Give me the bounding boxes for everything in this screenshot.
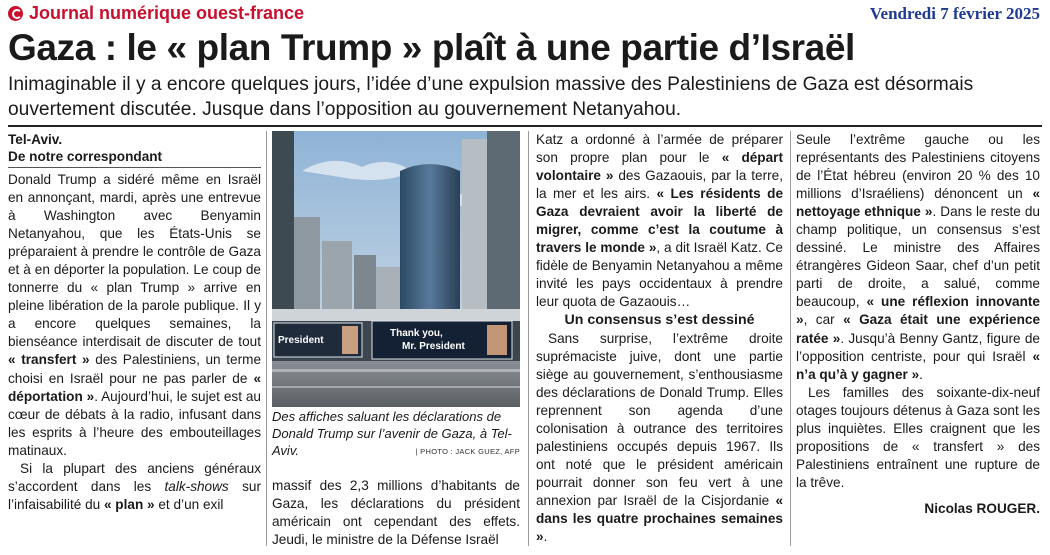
quote-bold: « départ volontaire » xyxy=(536,150,783,184)
column-3 xyxy=(536,131,783,546)
text-run: Si la plupart des anciens généraux s’accordent dans les xyxy=(8,460,261,494)
headline: Gaza : le « plan Trump » plaît à une partie d’Israël xyxy=(8,27,855,68)
photo-credit: | PHOTO : JACK GUEZ, AFP xyxy=(415,447,520,456)
text-run: sur l’infaisabilité du xyxy=(8,478,261,512)
paragraph xyxy=(536,131,783,311)
brand-name: Journal numérique ouest-france xyxy=(29,3,305,23)
quote-bold: « Les résidents de Gaza devraient avoir la liberté de migrer, comme c’est la coutume à travers le monde » xyxy=(536,186,783,256)
column-2-text xyxy=(272,477,520,549)
issue-date: Vendredi 7 février 2025 xyxy=(869,4,1040,23)
paragraph xyxy=(536,330,783,547)
text-italic: talk-shows xyxy=(164,478,229,494)
quote-bold: « n’a qu’à y gagner » xyxy=(796,348,1040,382)
tel-aviv-skyline-image xyxy=(272,131,520,407)
author-signature: Nicolas ROUGER. xyxy=(924,500,1040,516)
billboard-left-text: President xyxy=(278,335,324,346)
quote-bold: « une réflexion innovante » xyxy=(796,294,1040,328)
quote-bold: « transfert » xyxy=(8,352,90,368)
dateline-role: De notre correspondant xyxy=(8,149,163,164)
masthead xyxy=(0,0,1050,26)
text-run: Sans surprise, l’extrême droite suprémaciste juive, dont une partie siège au gouvernement, s’enthousiasme des déclarations de Donald Trump. Elles reprennent son agenda d’une colonisation à outrance des territoires palestiniens occupés depuis 1967. Ils ont noté que le président américain pourrait donner son feu vert à une annexion par Israël de la Cisjordanie xyxy=(536,330,783,508)
caption-text: Des affiches saluant les déclarations de Donald Trump sur l’avenir de Gaza, à Tel-Aviv. xyxy=(272,409,512,458)
column-separator xyxy=(266,131,267,546)
paragraph xyxy=(8,171,261,460)
text-run: des Palestiniens, un terme choisi en Israël pour ne pas parler de xyxy=(8,352,261,386)
text-run: Donald Trump a sidéré même en Israël en annonçant, mardi, après une entrevue à Washington avec Benyamin Netanyahou, que les États-Unis se préparaient à prendre le contrôle de Gaza et à en déporter la population. Le coup de tonnerre du « plan Trump » arrive en pleine libération de la parole publique. Il y a encore quelques semaines, la bienséance interdisait de discuter de tout xyxy=(8,172,261,350)
column-4 xyxy=(796,131,1040,518)
column-separator xyxy=(790,131,791,546)
text-run: . Jusqu’à Benny Gantz, figure de l’opposition centriste, pour qui Israël xyxy=(796,330,1040,364)
text-run: , a dit Israël Katz. Ce fidèle de Benyamin Netanyahou a même invité les pays occidentaux à prendre leur quota de Gazaouis… xyxy=(536,240,783,310)
dateline-rule xyxy=(8,167,261,168)
text-run: Seule l’extrême gauche ou les représentants des Palestiniens citoyens de l’État hébreu (environ 20 % des 10 millions d’Israéliens) dénoncent un xyxy=(796,132,1040,202)
text-run: massif des 2,3 millions d’habitants de Gaza, les déclarations du président américain ont cependant des effets. Jeudi, le ministre de la Défense Israël xyxy=(272,478,520,548)
quote-bold: « nettoyage ethnique » xyxy=(796,186,1040,220)
quote-bold: « Gaza était une expérience ratée » xyxy=(796,312,1041,346)
photo-caption xyxy=(272,408,520,460)
text-run: , car xyxy=(803,312,844,328)
column-separator xyxy=(528,131,529,546)
paragraph xyxy=(796,131,1040,384)
text-run: . Dans le reste du champ politique, un consensus s’est dessiné. Le ministre des Affaires étrangères Gideon Saar, chef d’un petit parti de droite, a salué, comme beaucoup, xyxy=(796,204,1040,310)
article-photo[interactable] xyxy=(272,131,520,407)
quote-bold: « déportation » xyxy=(8,370,261,404)
brand[interactable] xyxy=(8,3,304,24)
quote-bold: « plan » xyxy=(103,496,155,512)
text-run: . xyxy=(919,366,923,382)
billboard-right-text-1: Thank you, xyxy=(390,328,443,339)
billboard-right-text-2: Mr. President xyxy=(402,341,465,352)
text-run: . xyxy=(543,529,548,545)
standfirst: Inimaginable il y a encore quelques jours, l’idée d’une expulsion massive des Palestiniens de Gaza est désormais ouvertement discutée. Jusque dans l’opposition au gouvernement Netanyahou. xyxy=(8,74,974,120)
subheading: Un consensus s’est dessiné xyxy=(564,312,755,329)
column-1 xyxy=(8,131,261,514)
header-rule xyxy=(8,125,1042,127)
ouest-france-logo-icon xyxy=(8,6,23,21)
dateline-city: Tel-Aviv. xyxy=(8,132,63,147)
quote-bold: « dans les quatre prochaines semaines » xyxy=(536,492,783,545)
text-run: et d’un exil xyxy=(154,496,224,512)
paragraph xyxy=(8,460,261,514)
text-run: Katz a ordonné à l’armée de préparer son propre plan pour le xyxy=(536,132,783,166)
text-run: . Aujourd’hui, le sujet est au cœur de débats à la radio, infusant dans les esprits à l’heure des embouteillages matinaux. xyxy=(8,388,261,458)
text-run: des Gazaouis, par la terre, la mer et les airs. xyxy=(536,168,783,202)
paragraph: Les familles des soixante-dix-neuf otages toujours détenus à Gaza sont les plus inquiètes. Elles craignent que les propositions de « transfert » des Palestiniens entraînent une rupture de la trêve. xyxy=(796,384,1040,490)
